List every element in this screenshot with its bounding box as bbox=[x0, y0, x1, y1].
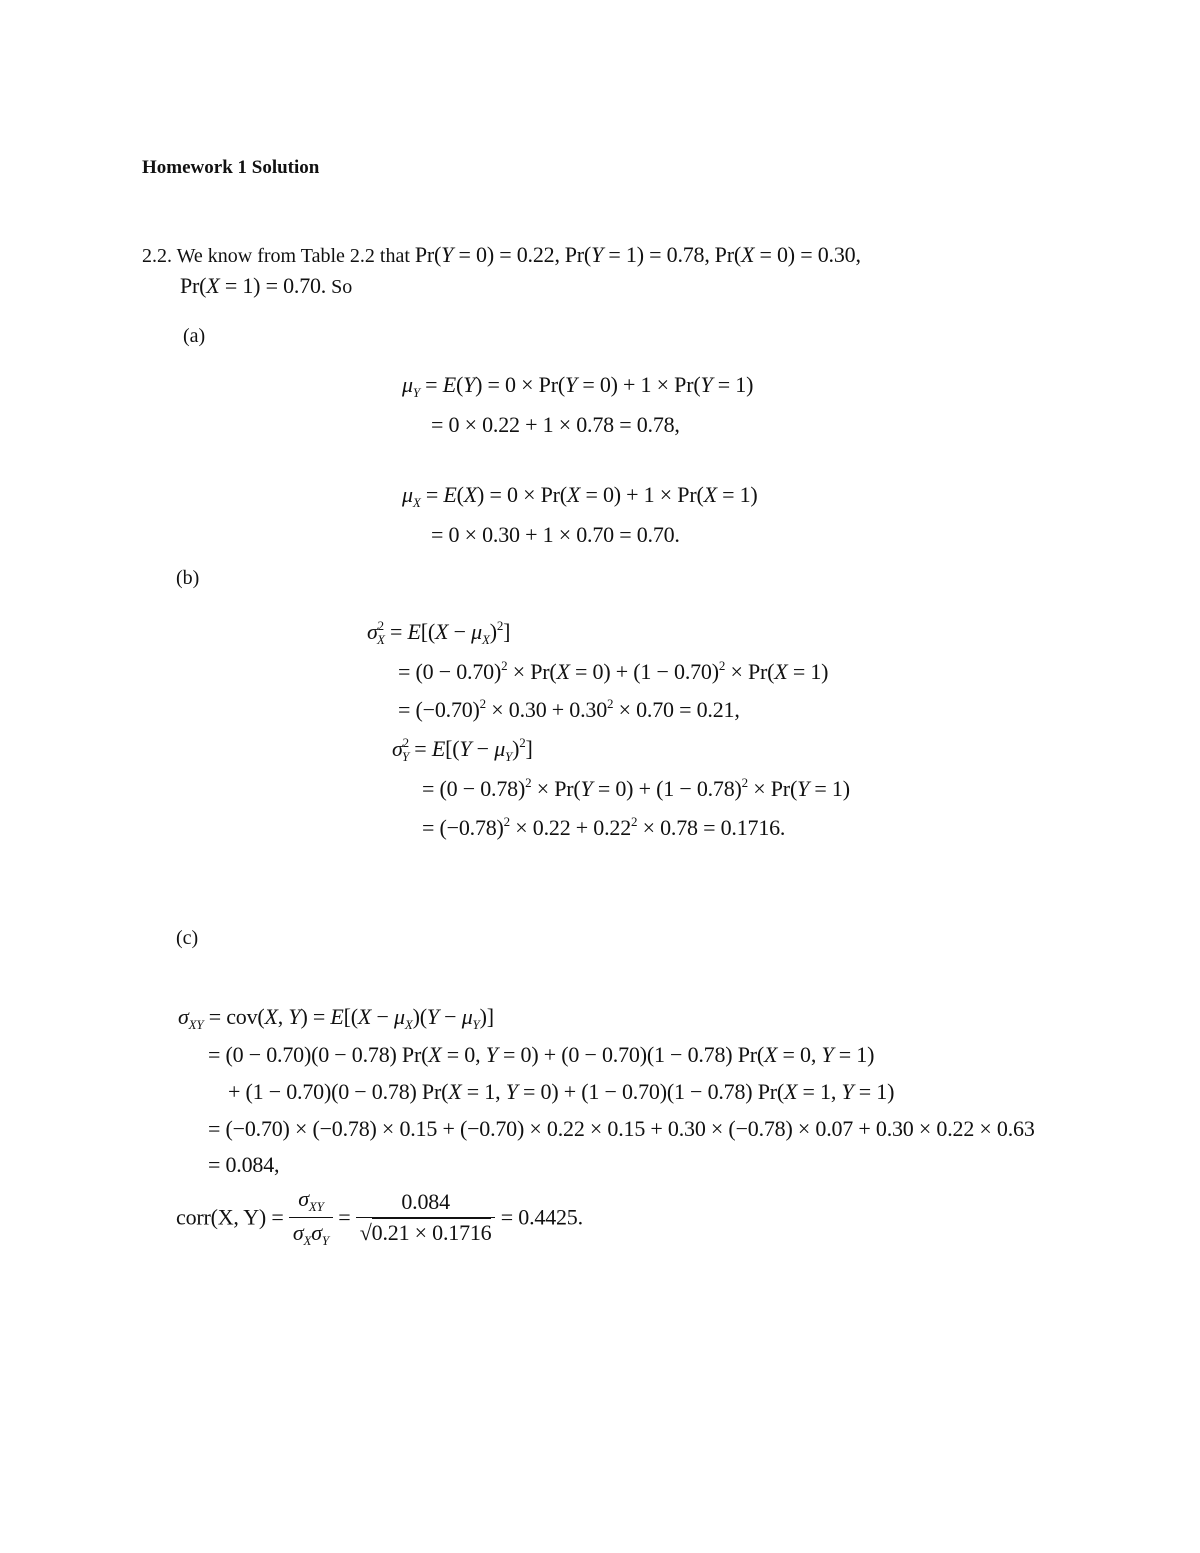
intro-text: We know from Table 2.2 that bbox=[176, 245, 410, 267]
corr-frac2-den bbox=[356, 1217, 496, 1246]
problem-number: 2.2. bbox=[142, 245, 172, 267]
part-c-line-1: $\sigma_{XY} = cov(X$, $Y) = E[(X - \mu_X)(Y - \mu_Y)]$ bbox=[178, 1004, 494, 1032]
given-pr-x0: Pr(X = 0) = 0.30, bbox=[714, 242, 861, 267]
corr-frac2-num: 0.084 bbox=[401, 1189, 450, 1214]
so-text: So bbox=[331, 276, 353, 298]
part-b-line-2: = $(0 - 0.70)^2 \times Pr(X = 0) + (1 - 0.70)^2 \times Pr(X = 1)$ bbox=[398, 658, 829, 684]
correlation-equation bbox=[176, 1186, 583, 1249]
part-b-line-5: = $(0 - 0.78)^2 \times Pr(Y = 0) + (1 - 0.78)^2 \times Pr(Y = 1)$ bbox=[422, 775, 850, 801]
sqrt-radicand: 0.21 × 0.1716 bbox=[371, 1220, 492, 1245]
given-pr-x1: Pr(X = 1) = 0.70. bbox=[180, 273, 327, 298]
corr-fraction-2 bbox=[356, 1189, 496, 1246]
part-a-label: (a) bbox=[183, 325, 206, 347]
part-b-line-1: $\sigma^2_X = E[(X - \mu_X)^2]$ bbox=[367, 618, 511, 647]
corr-equals: = bbox=[338, 1204, 351, 1230]
corr-result: = 0.4425. bbox=[500, 1204, 583, 1230]
part-b-label: (b) bbox=[176, 567, 200, 589]
part-c-line-5: = 0.084, bbox=[208, 1152, 280, 1177]
part-c-line-2: = (0 − 0.70)(0 − 0.78) Pr(X = 0, Y = 0) + (0 − 0.70)(1 − 0.78) Pr(X = 0, Y = 1) bbox=[208, 1042, 875, 1067]
part-c-line-3: + (1 − 0.70)(0 − 0.78) Pr(X = 1, Y = 0) + (1 − 0.70)(1 − 0.78) Pr(X = 1, Y = 1) bbox=[228, 1079, 895, 1104]
part-b-line-4: $\sigma^2_Y = E[(Y - \mu_Y)^2]$ bbox=[392, 735, 533, 764]
part-b-line-3: = $(-0.70)^2 \times 0.30 + 0.30^2 \times 0.70 = 0.21$, bbox=[398, 696, 740, 722]
problem-intro bbox=[142, 242, 861, 268]
part-a-line-2: = 0 × 0.22 + 1 × 0.78 = 0.78, bbox=[431, 412, 680, 437]
part-c-label: (c) bbox=[176, 927, 199, 949]
given-pr-y0: Pr(Y = 0) = 0.22, bbox=[414, 242, 560, 267]
part-b-line-6: = $(-0.78)^2 \times 0.22 + 0.22^2 \times 0.78 = 0.1716$. bbox=[422, 814, 786, 840]
corr-frac1-num: $\sigma_{XY}$ bbox=[298, 1186, 324, 1214]
part-c-line-4: = (−0.70) × (−0.78) × 0.15 + (−0.70) × 0.22 × 0.15 + 0.30 × (−0.78) × 0.07 + 0.30 × 0.22 × 0.63 bbox=[208, 1116, 1035, 1141]
part-a-line-4: = 0 × 0.30 + 1 × 0.70 = 0.70. bbox=[431, 522, 680, 547]
part-a-line-1: $\mu_Y = E(Y) = 0 \times Pr(Y = 0) + 1 \times Pr(Y = 1)$ bbox=[402, 372, 754, 400]
part-a-line-3: $\mu_X = E(X) = 0 \times Pr(X = 0) + 1 \times Pr(X = 1)$ bbox=[402, 482, 758, 510]
corr-lhs: corr(X, Y) = bbox=[176, 1204, 284, 1230]
problem-intro-line2 bbox=[180, 273, 352, 299]
corr-fraction-1 bbox=[289, 1186, 333, 1249]
given-pr-y1: Pr(Y = 1) = 0.78, bbox=[564, 242, 710, 267]
sqrt-symbol: √0.21 × 0.1716 bbox=[359, 1220, 492, 1245]
corr-frac1-den: $\sigma_X\sigma_Y$ bbox=[289, 1217, 333, 1249]
document-title: Homework 1 Solution bbox=[142, 157, 320, 178]
